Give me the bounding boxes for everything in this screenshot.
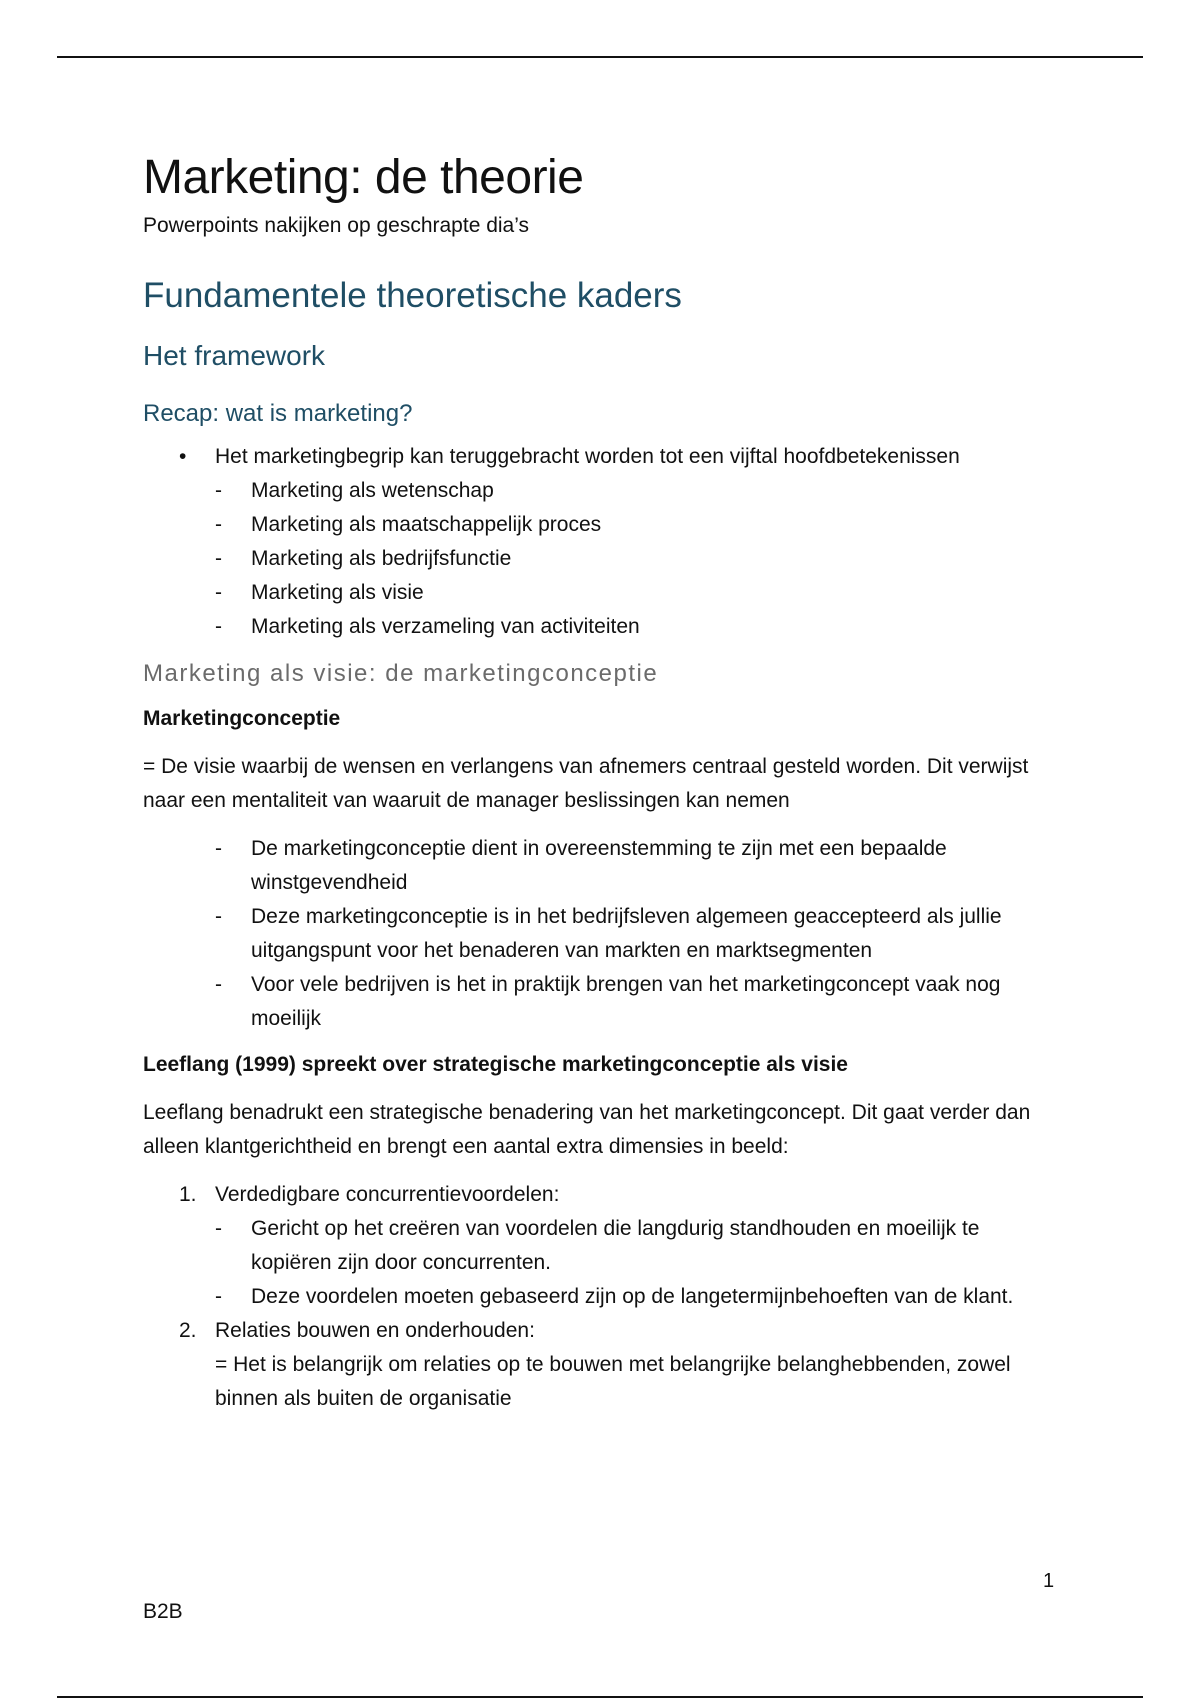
dash-list-conceptie (143, 832, 1063, 1036)
dash-icon: - (215, 513, 222, 536)
numbered-list (143, 1178, 1063, 1212)
list-item: - Voor vele bedrijven is het in praktijk brengen van het marketingconcept vaak nog moeilijk (143, 968, 1063, 1036)
leeflang-paragraph: Leeflang benadrukt een strategische benadering van het marketingconcept. Dit gaat verder dan alleen klantgerichtheid en brengt een aantal extra dimensies in beeld: (143, 1101, 1031, 1158)
list-item: - De marketingconceptie dient in overeenstemming te zijn met een bepaalde winstgevendheid (143, 832, 1063, 900)
document-subtitle: Powerpoints nakijken op geschrapte dia’s (143, 214, 530, 237)
bold-term-marketingconceptie: Marketingconceptie (143, 707, 341, 730)
list-item: - Gericht op het creëren van voordelen die langdurig standhouden en moeilijk te kopiëren zijn door concurrenten. (143, 1212, 1063, 1280)
dash-icon: - (215, 1285, 222, 1308)
list-number: 2. (179, 1319, 197, 1342)
list-number: 1. (179, 1183, 197, 1206)
list-item: - Deze voordelen moeten gebaseerd zijn op de langetermijnbehoeften van de klant. (143, 1280, 1063, 1314)
list-item: - Marketing als wetenschap (143, 474, 1063, 508)
dash-icon: - (215, 547, 222, 570)
heading-fundamentele-kaders: Fundamentele theoretische kaders (143, 276, 682, 315)
heading-het-framework: Het framework (143, 340, 326, 371)
document-title: Marketing: de theorie (143, 151, 584, 204)
relaties-body: = Het is belangrijk om relaties op te bouwen met belangrijke belanghebbenden, zowel binnen als buiten de organisatie (215, 1353, 1011, 1410)
footer-text: B2B (143, 1600, 183, 1623)
page-number: 1 (1043, 1570, 1055, 1592)
dash-list-definitions (143, 474, 1063, 644)
dash-icon: - (215, 973, 222, 996)
list-item: 2. Relaties bouwen en onderhouden: (143, 1314, 1063, 1348)
list-item: - Marketing als bedrijfsfunctie (143, 542, 1063, 576)
bullet-text: Het marketingbegrip kan teruggebracht worden tot een vijftal hoofdbetekenissen (215, 445, 960, 468)
bottom-rule (57, 1696, 1143, 1698)
bullet-list (143, 440, 1063, 474)
top-rule (57, 56, 1143, 58)
bullet-icon: • (179, 445, 187, 468)
dash-icon: - (215, 615, 222, 638)
dash-icon: - (215, 479, 222, 502)
list-item (143, 440, 1063, 474)
list-item: - Marketing als maatschappelijk proces (143, 508, 1063, 542)
list-item: - Marketing als verzameling van activiteiten (143, 610, 1063, 644)
document-body (143, 150, 1063, 1416)
numbered-list-continued (143, 1314, 1063, 1348)
bold-heading-leeflang: Leeflang (1999) spreekt over strategische marketingconceptie als visie (143, 1053, 848, 1076)
dash-icon: - (215, 905, 222, 928)
dash-list-voordelen (143, 1212, 1063, 1314)
list-item: - Marketing als visie (143, 576, 1063, 610)
dash-icon: - (215, 581, 222, 604)
list-item: - Deze marketingconceptie is in het bedrijfsleven algemeen geaccepteerd als jullie uitgangspunt voor het benaderen van markten en marktsegmenten (143, 900, 1063, 968)
dash-icon: - (215, 837, 222, 860)
list-item: 1. Verdedigbare concurrentievoordelen: (143, 1178, 1063, 1212)
heading-recap: Recap: wat is marketing? (143, 400, 413, 427)
dash-icon: - (215, 1217, 222, 1240)
definition-paragraph: = De visie waarbij de wensen en verlangens van afnemers centraal gesteld worden. Dit verwijst naar een mentaliteit van waaruit de manager beslissingen kan nemen (143, 755, 1029, 812)
heading-marketing-als-visie: Marketing als visie: de marketingconceptie (143, 660, 659, 687)
